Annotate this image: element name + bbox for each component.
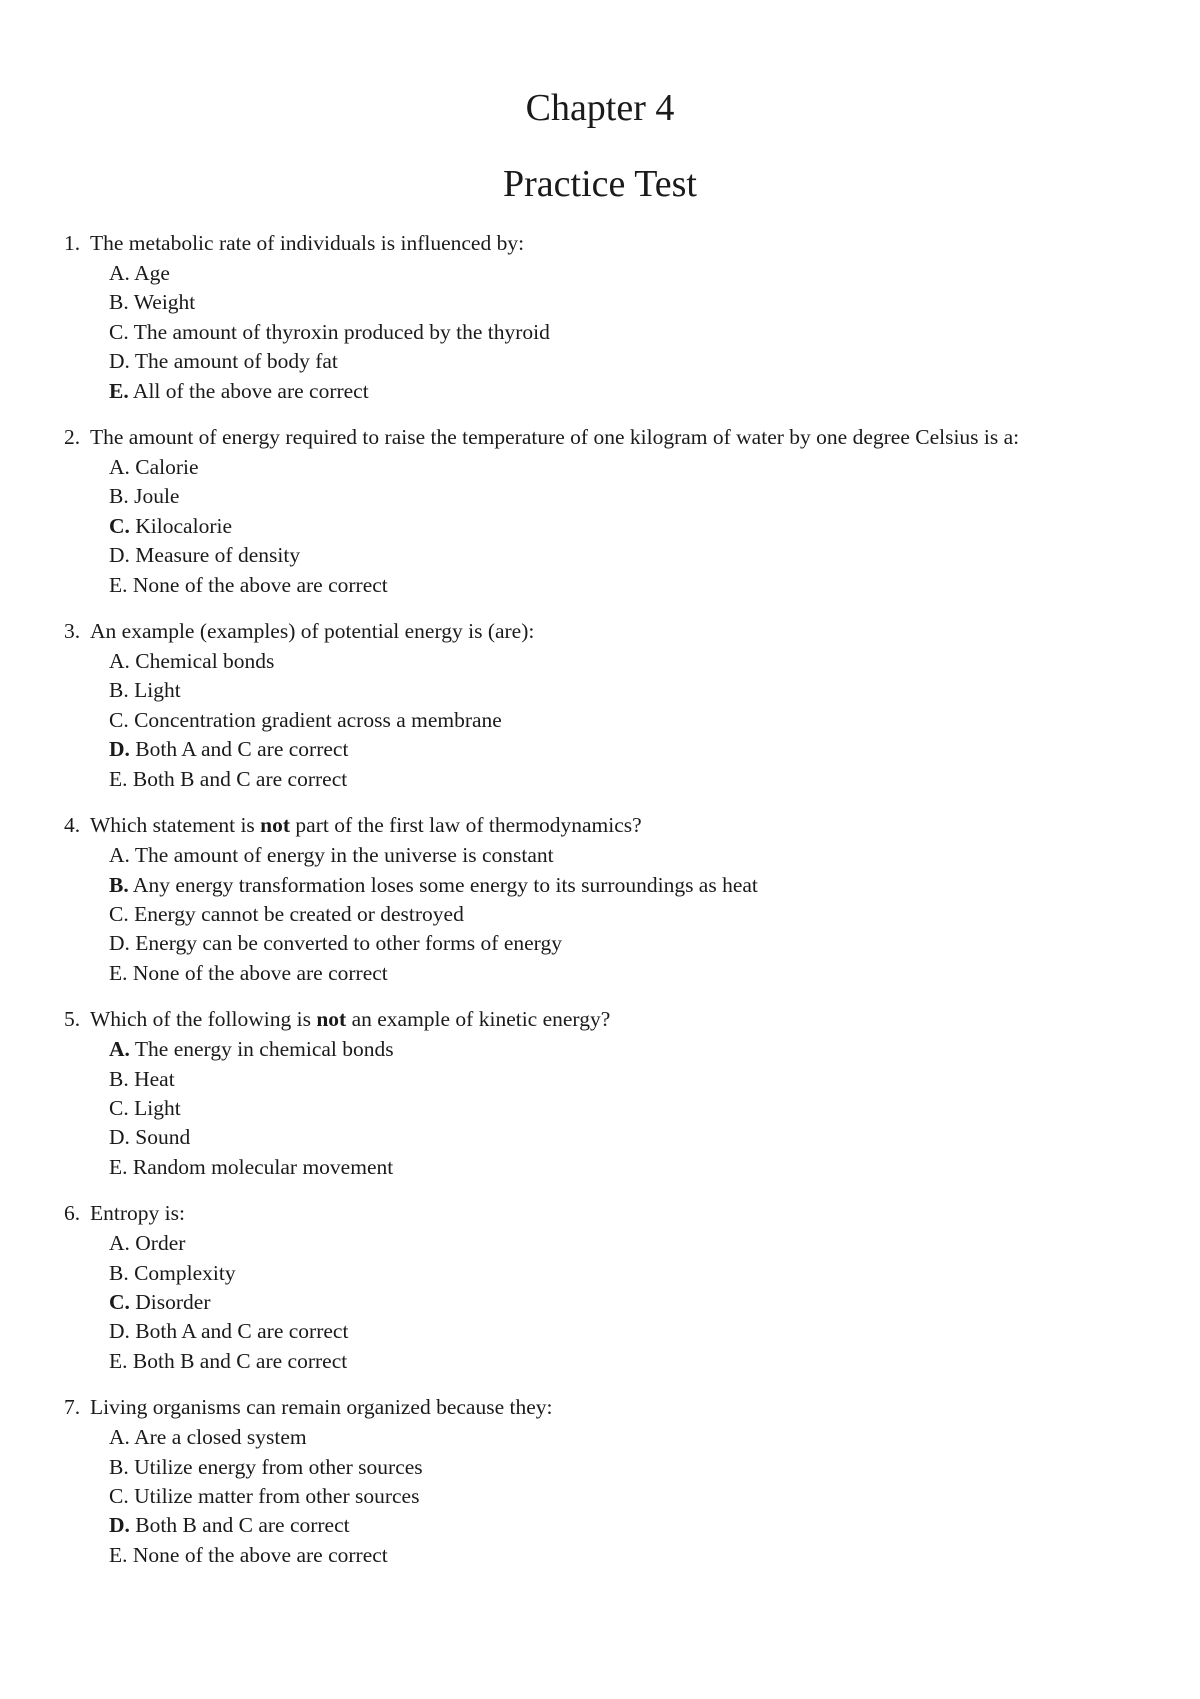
option-letter: C. (109, 707, 129, 732)
option-letter: E. (109, 378, 129, 403)
option-text: Heat (134, 1066, 175, 1091)
question-number: 6. (64, 1201, 81, 1226)
question-text-part: an example of kinetic energy? (346, 1007, 611, 1032)
answer-option (109, 1123, 1144, 1152)
answer-option (109, 482, 1144, 511)
option-letter: C. (109, 1095, 129, 1120)
answer-option (109, 1094, 1144, 1123)
answer-option (109, 377, 1144, 406)
option-letter: D. (109, 1513, 130, 1538)
option-letter: A. (109, 261, 130, 285)
question-number: 5. (64, 1007, 81, 1032)
question-number: 4. (64, 813, 81, 838)
question-list (64, 230, 1144, 1588)
question-text-part: The amount of energy required to raise the temperature of one kilogram of water by one degree Celsius is a: (90, 425, 1020, 450)
option-text: Are a closed system (134, 1425, 307, 1450)
question-stem (64, 1006, 1144, 1032)
option-text: Utilize matter from other sources (134, 1484, 420, 1508)
answer-option (109, 706, 1144, 735)
answer-option (109, 1317, 1144, 1346)
option-text: None of the above are correct (132, 572, 388, 597)
option-text: Measure of density (135, 543, 301, 568)
answer-option (109, 1065, 1144, 1094)
option-text: The energy in chemical bonds (134, 1037, 394, 1062)
option-letter: B. (109, 1454, 129, 1479)
answer-option (109, 871, 1144, 900)
option-letter: E. (109, 1348, 128, 1373)
question-number: 7. (64, 1395, 81, 1420)
question-text-part: Which statement is (90, 813, 261, 838)
question-text (90, 1006, 1144, 1032)
option-letter: E. (109, 572, 128, 597)
option-text: The amount of energy in the universe is constant (134, 843, 554, 868)
question-2 (64, 424, 1144, 600)
option-list (109, 647, 1144, 794)
option-text: Disorder (135, 1289, 211, 1314)
answer-option (109, 453, 1144, 482)
answer-option (109, 735, 1144, 764)
question-4 (64, 812, 1144, 988)
option-letter: A. (109, 1231, 130, 1256)
question-stem (64, 1200, 1144, 1226)
question-stem (64, 230, 1144, 256)
question-text-part: The metabolic rate of individuals is influenced by: (90, 231, 525, 255)
option-letter: C. (109, 319, 129, 344)
option-text: Both B and C are correct (132, 1348, 348, 1373)
answer-option (109, 1153, 1144, 1182)
answer-option (109, 1541, 1144, 1570)
option-letter: B. (109, 290, 129, 315)
answer-option (109, 1259, 1144, 1288)
option-letter: E. (109, 1542, 128, 1567)
option-list (109, 453, 1144, 600)
option-text: Light (134, 1095, 181, 1120)
option-text: Light (134, 678, 181, 703)
answer-option (109, 1288, 1144, 1317)
option-letter: D. (109, 1125, 130, 1150)
answer-option (109, 1035, 1144, 1064)
option-letter: B. (109, 1260, 129, 1285)
option-letter: A. (109, 455, 130, 480)
question-text-part: part of the first law of thermodynamics? (290, 813, 642, 838)
answer-option (109, 1482, 1144, 1511)
option-letter: C. (109, 1484, 129, 1508)
option-letter: B. (109, 872, 129, 897)
option-letter: A. (109, 1037, 130, 1062)
option-letter: D. (109, 931, 130, 956)
option-text: Order (135, 1231, 186, 1256)
option-letter: C. (109, 901, 129, 926)
option-text: Utilize energy from other sources (134, 1454, 423, 1479)
answer-option (109, 765, 1144, 794)
answer-option (109, 571, 1144, 600)
option-text: Both A and C are correct (135, 1319, 349, 1344)
answer-option (109, 347, 1144, 376)
question-number: 1. (64, 231, 81, 255)
option-letter: A. (109, 649, 130, 674)
option-list (109, 259, 1144, 406)
question-text (90, 1394, 1144, 1420)
option-text: None of the above are correct (132, 1542, 388, 1567)
question-text-part: Entropy is: (90, 1201, 185, 1226)
option-letter: A. (109, 1425, 130, 1450)
option-list (109, 1229, 1144, 1376)
option-text: Both B and C are correct (132, 766, 348, 791)
question-text (90, 424, 1144, 450)
question-1 (64, 230, 1144, 406)
option-list (109, 1423, 1144, 1570)
question-stem (64, 424, 1144, 450)
answer-option (109, 1453, 1144, 1482)
answer-option (109, 841, 1144, 870)
option-letter: E. (109, 1154, 128, 1179)
answer-option (109, 929, 1144, 958)
option-text: None of the above are correct (132, 960, 388, 985)
option-text: Random molecular movement (132, 1154, 394, 1179)
answer-option (109, 512, 1144, 541)
answer-option (109, 318, 1144, 347)
option-text: Joule (134, 484, 180, 509)
question-text (90, 230, 1144, 256)
option-text: Concentration gradient across a membrane (134, 707, 502, 732)
option-letter: D. (109, 737, 130, 762)
answer-option (109, 1511, 1144, 1540)
question-text-emphasis: not (316, 1007, 347, 1032)
option-text: Weight (133, 290, 196, 315)
option-letter: D. (109, 349, 130, 374)
option-text: Calorie (135, 455, 199, 480)
option-text: The amount of body fat (134, 349, 338, 374)
option-text: All of the above are correct (132, 378, 369, 403)
option-letter: E. (109, 960, 128, 985)
option-text: The amount of thyroxin produced by the thyroid (133, 319, 550, 344)
option-text: Chemical bonds (135, 649, 275, 674)
option-letter: B. (109, 1066, 129, 1091)
option-text: Age (134, 261, 170, 285)
option-text: Both B and C are correct (135, 1513, 350, 1538)
question-6 (64, 1200, 1144, 1376)
option-list (109, 841, 1144, 988)
option-text: Any energy transformation loses some energy to its surroundings as heat (132, 872, 758, 897)
answer-option (109, 900, 1144, 929)
question-7 (64, 1394, 1144, 1570)
answer-option (109, 541, 1144, 570)
question-number: 2. (64, 425, 81, 450)
question-3 (64, 618, 1144, 794)
question-5 (64, 1006, 1144, 1182)
answer-option (109, 1229, 1144, 1258)
answer-option (109, 676, 1144, 705)
chapter-title: Chapter 4 (525, 87, 675, 129)
answer-option (109, 959, 1144, 988)
option-letter: B. (109, 484, 129, 509)
option-text: Energy cannot be created or destroyed (134, 901, 464, 926)
answer-option (109, 288, 1144, 317)
option-letter: E. (109, 766, 128, 791)
answer-option (109, 259, 1144, 288)
option-text: Energy can be converted to other forms of energy (135, 931, 562, 956)
test-title: Practice Test (503, 163, 697, 205)
question-text-part: Which of the following is (90, 1007, 317, 1032)
question-text-emphasis: not (260, 813, 291, 838)
answer-option (109, 1423, 1144, 1452)
question-stem (64, 812, 1144, 838)
question-text (90, 812, 1144, 838)
option-text: Sound (135, 1125, 191, 1150)
option-letter: A. (109, 843, 130, 868)
option-text: Kilocalorie (135, 513, 232, 538)
question-text-part: An example (examples) of potential energy is (are): (90, 619, 535, 644)
answer-option (109, 1347, 1144, 1376)
question-text (90, 1200, 1144, 1226)
option-letter: C. (109, 513, 130, 538)
option-list (109, 1035, 1144, 1182)
question-stem (64, 618, 1144, 644)
question-text (90, 618, 1144, 644)
answer-option (109, 647, 1144, 676)
question-stem (64, 1394, 1144, 1420)
option-letter: B. (109, 678, 129, 703)
question-number: 3. (64, 619, 81, 644)
option-letter: D. (109, 543, 130, 568)
option-letter: D. (109, 1319, 130, 1344)
question-text-part: Living organisms can remain organized because they: (90, 1395, 553, 1420)
option-text: Complexity (134, 1260, 236, 1285)
option-letter: C. (109, 1289, 130, 1314)
option-text: Both A and C are correct (135, 737, 349, 762)
